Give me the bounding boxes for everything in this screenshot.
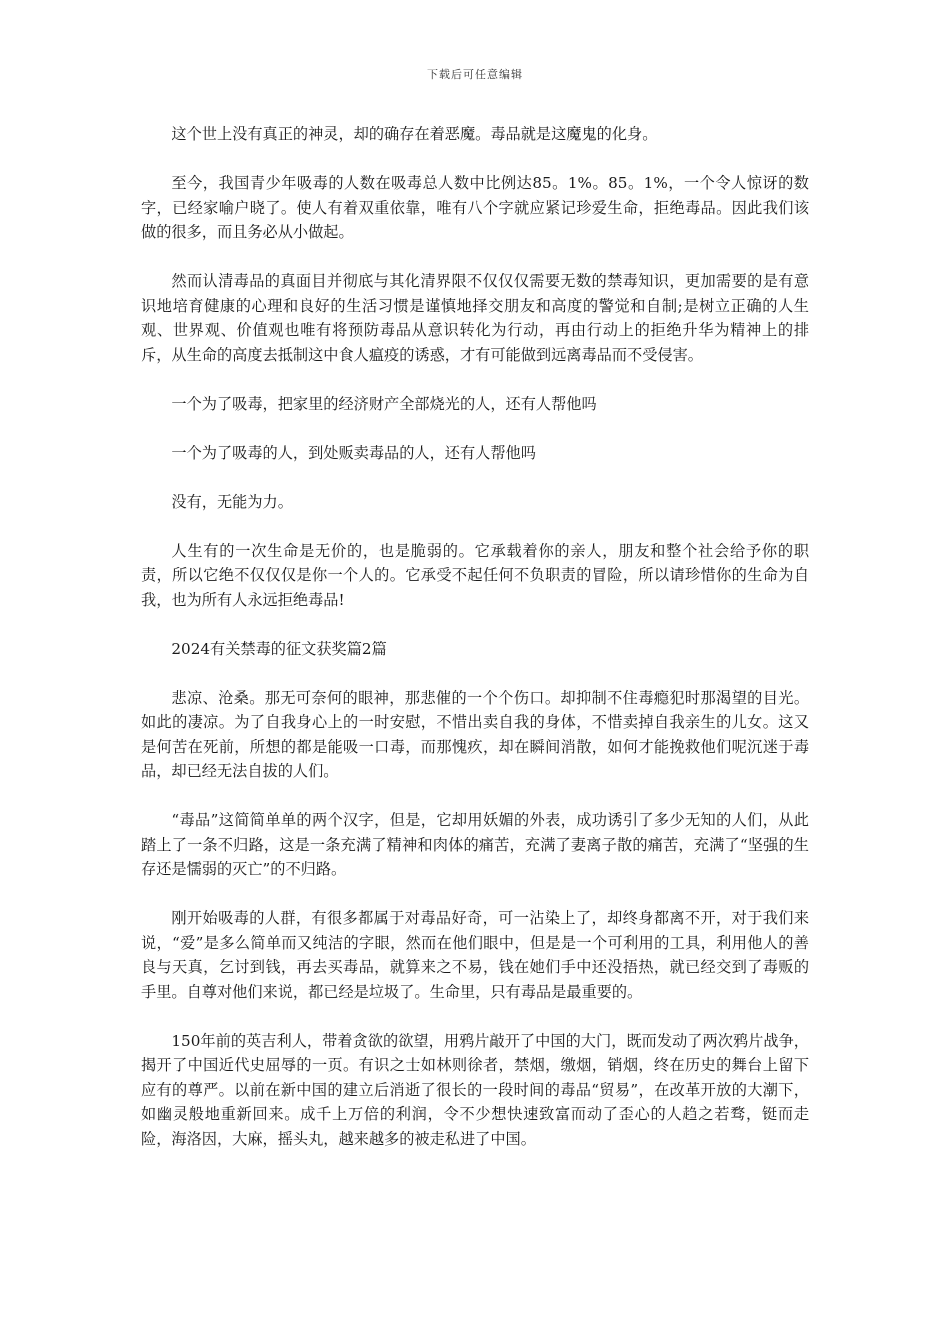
paragraph: 150年前的英吉利人，带着贪欲的欲望，用鸦片敲开了中国的大门，既而发动了两次鸦片战争，揭开了中国近代史屈辱的一页。有识之士如林则徐者，禁烟，缴烟，销烟，终在历史的舞台上留下应有的尊严。以前在新中国的建立后消逝了很长的一段时间的毒品“贸易”，在改革开放的大潮下，如幽灵般地重新回来。成千上万倍的利润，令不少想快速致富而动了歪心的人趋之若骛，铤而走险，海洛因，大麻，摇头丸，越来越多的被走私进了中国。 [141, 1031, 809, 1148]
paragraph: 这个世上没有真正的神灵，却的确存在着恶魔。毒品就是这魔鬼的化身。 [171, 125, 658, 143]
document-body [141, 122, 809, 1176]
paragraph: 一个为了吸毒的人，到处贩卖毒品的人，还有人帮他吗 [171, 443, 536, 462]
paragraph: “毒品”这简简单单的两个汉字，但是，它却用妖媚的外表，成功诱引了多少无知的人们，从此踏上了一条不归路，这是一条充满了精神和肉体的痛苦，充满了妻离子散的痛苦，充满了“坚强的生存还是懦弱的灭亡”的不归路。 [141, 811, 809, 878]
page-header: 下载后可任意编辑 [427, 68, 523, 81]
paragraph: 人生有的一次生命是无价的，也是脆弱的。它承载着你的亲人，朋友和整个社会给予你的职责，所以它绝不仅仅仅是你一个人的。它承受不起任何不负职责的冒险，所以请珍惜你的生命为自我，也为所有人永远拒绝毒品! [141, 541, 809, 609]
paragraph: 至今，我国青少年吸毒的人数在吸毒总人数中比例达85。1%。85。1%，一个令人惊讶的数字，已经家喻户晓了。使人有着双重依靠，唯有八个字就应紧记珍爱生命，拒绝毒品。因此我们该做的很多，而且务必从小做起。 [141, 174, 809, 241]
paragraph: 一个为了吸毒，把家里的经济财产全部烧光的人，还有人帮他吗 [171, 394, 597, 413]
paragraph: 没有，无能为力。 [171, 492, 293, 511]
paragraph: 然而认清毒品的真面目并彻底与其化清界限不仅仅仅需要无数的禁毒知识，更加需要的是有意识地培育健康的心理和良好的生活习惯是谨慎地择交朋友和高度的警觉和自制;是树立正确的人生观、世界观、价值观也唯有将预防毒品从意识转化为行动，再由行动上的拒绝升华为精神上的排斥，从生命的高度去抵制这中食人瘟疫的诱惑，才有可能做到远离毒品而不受侵害。 [141, 272, 809, 364]
section-heading: 2024有关禁毒的征文获奖篇2篇 [171, 639, 387, 658]
paragraph: 悲凉、沧桑。那无可奈何的眼神，那悲催的一个个伤口。却抑制不住毒瘾犯时那渴望的目光。如此的凄凉。为了自我身心上的一时安慰，不惜出卖自我的身体，不惜卖掉自我亲生的儿女。这又是何苦在死前，所想的都是能吸一口毒，而那愧疚，却在瞬间消散，如何才能挽救他们呢沉迷于毒品，却已经无法自拔的人们。 [141, 688, 809, 780]
paragraph: 刚开始吸毒的人群，有很多都属于对毒品好奇，可一沾染上了，却终身都离不开，对于我们来说，“爱”是多么简单而又纯洁的字眼，然而在他们眼中，但是是一个可利用的工具，利用他人的善良与天真，乞讨到钱，再去买毒品，就算来之不易，钱在她们手中还没捂热，就已经交到了毒贩的手里。自尊对他们来说，都已经是垃圾了。生命里，只有毒品是最重要的。 [141, 909, 809, 1001]
